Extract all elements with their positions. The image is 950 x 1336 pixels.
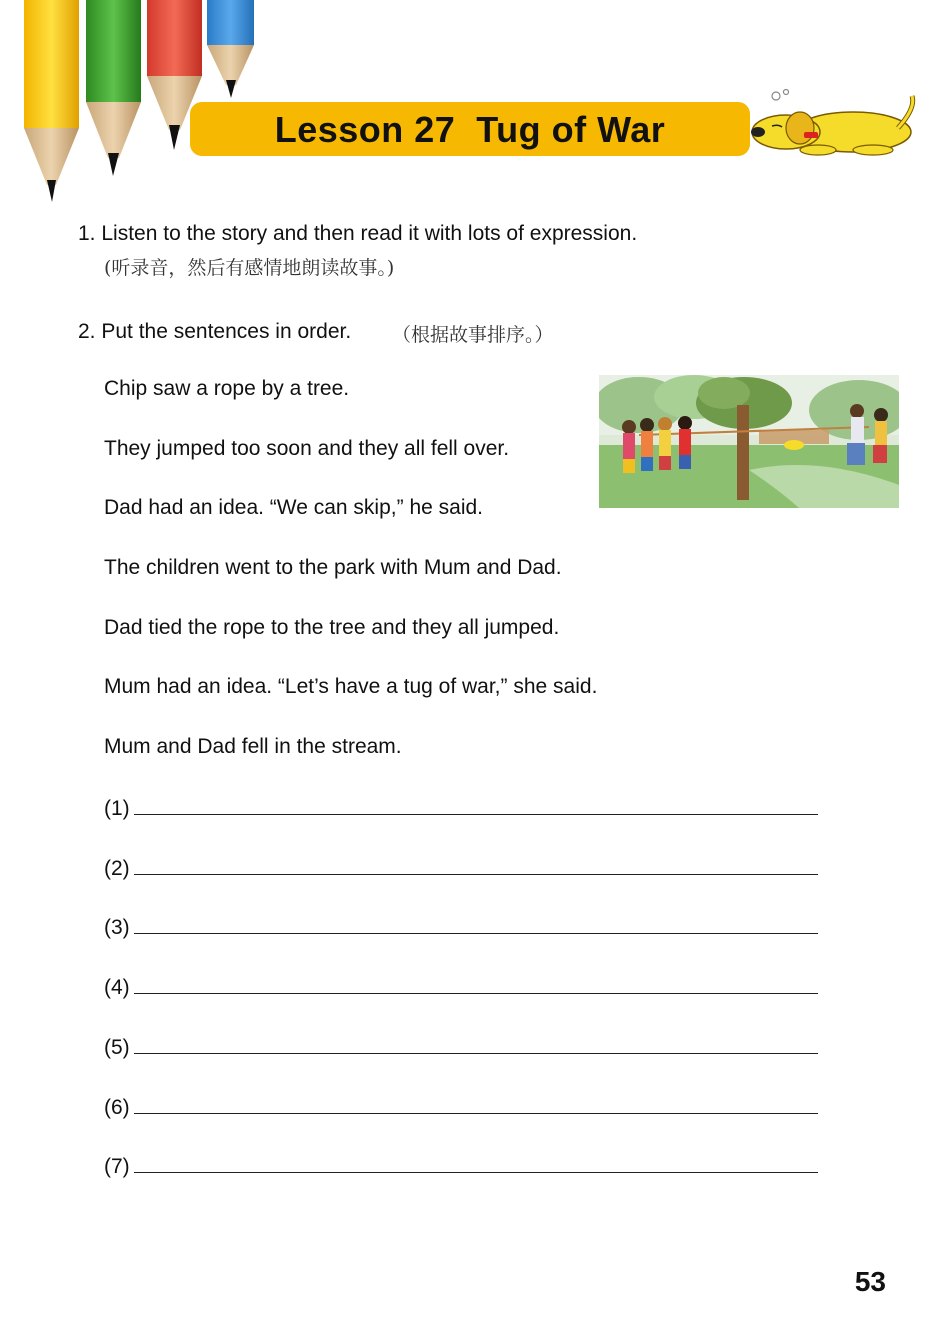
answer-label: (2) (104, 857, 130, 880)
answer-label: (5) (104, 1036, 130, 1059)
exercise-2-instruction (78, 319, 351, 345)
exercise-1-number: 1. (78, 222, 96, 245)
answer-label: (6) (104, 1096, 130, 1119)
answer-label: (1) (104, 797, 130, 820)
green-pencil-icon (86, 0, 141, 176)
answer-line[interactable] (134, 794, 818, 815)
sleeping-dog-icon (748, 88, 920, 160)
sentence: Dad had an idea. “We can skip,” he said. (104, 496, 483, 519)
exercise-2-chinese: （根据故事排序。） (392, 324, 554, 346)
answer-label: (4) (104, 976, 130, 999)
answer-line[interactable] (134, 913, 818, 934)
lesson-title: Lesson 27 Tug of War (274, 109, 666, 150)
answer-row[interactable] (104, 913, 818, 941)
exercise-2-number: 2. (78, 320, 96, 343)
answer-row[interactable] (104, 1033, 818, 1061)
tug-of-war-illustration (599, 375, 899, 508)
answer-row[interactable] (104, 854, 818, 882)
exercise-1-instruction (78, 221, 637, 247)
exercise-1-text: Listen to the story and then read it with lots of expression. (101, 222, 638, 245)
answer-label: (7) (104, 1155, 130, 1178)
yellow-pencil-icon (24, 0, 79, 202)
answer-row[interactable] (104, 1152, 818, 1180)
answer-line[interactable] (134, 973, 818, 994)
answer-row[interactable] (104, 794, 818, 822)
sentence: Chip saw a rope by a tree. (104, 377, 350, 400)
page-number: 53 (854, 1266, 886, 1297)
answer-row[interactable] (104, 1093, 818, 1121)
sentence: The children went to the park with Mum and Dad. (104, 556, 562, 579)
answer-line[interactable] (134, 1033, 818, 1054)
answer-label: (3) (104, 916, 130, 939)
exercise-1-chinese: (听录音，然后有感情地朗读故事。) (104, 257, 395, 279)
sentence: Mum and Dad fell in the stream. (104, 735, 402, 758)
sentence: Mum had an idea. “Let’s have a tug of war,” she said. (104, 675, 598, 698)
sentence: They jumped too soon and they all fell over. (104, 437, 510, 460)
blue-pencil-icon (207, 0, 254, 98)
answer-line[interactable] (134, 854, 818, 875)
answer-line[interactable] (134, 1093, 818, 1114)
sentence: Dad tied the rope to the tree and they all jumped. (104, 616, 560, 639)
answer-row[interactable] (104, 973, 818, 1001)
exercise-2-text: Put the sentences in order. (101, 320, 352, 343)
answer-line[interactable] (134, 1152, 818, 1173)
